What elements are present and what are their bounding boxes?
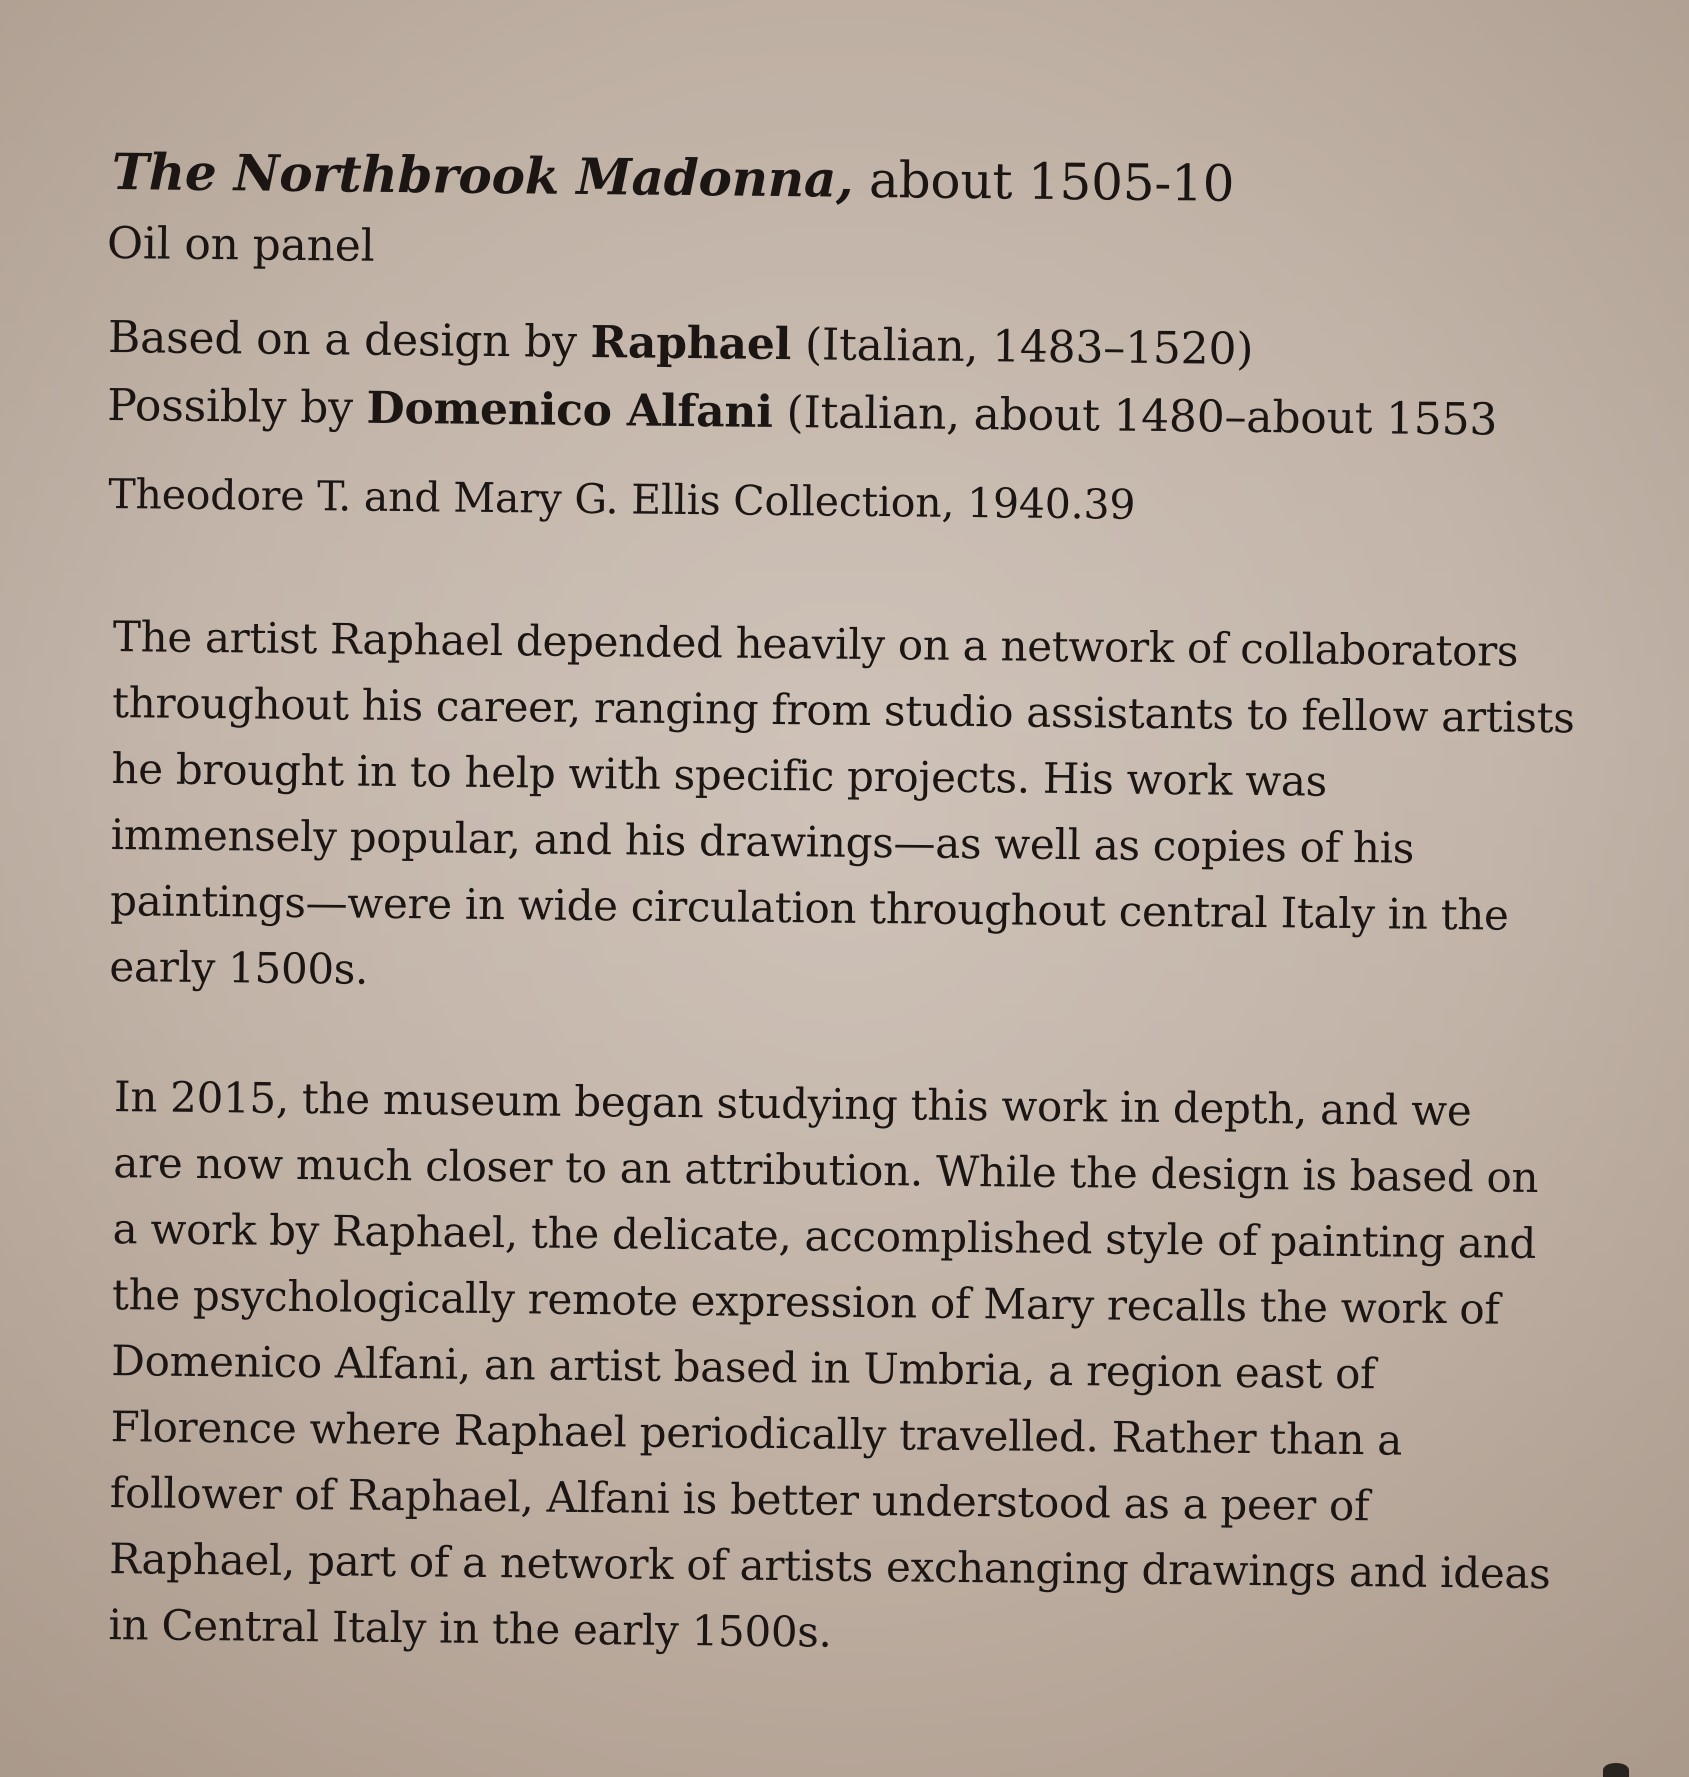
paragraph-line: throughout his career, ranging from studio assistants to fellow artists xyxy=(111,678,1575,743)
paragraph-line: follower of Raphael, Alfani is better understood as a peer of xyxy=(109,1468,1370,1531)
paragraph-line: in Central Italy in the early 1500s. xyxy=(108,1600,832,1657)
design-attribution-line xyxy=(108,312,1254,375)
possible-attribution-line xyxy=(107,380,1497,446)
credit-line: Theodore T. and Mary G. Ellis Collection, 1940.39 xyxy=(108,470,1136,529)
paragraph-line: The artist Raphael depended heavily on a network of collaborators xyxy=(112,612,1519,676)
paragraph-line: early 1500s. xyxy=(109,942,369,994)
design-prefix: Based on a design by xyxy=(107,311,591,369)
artwork-title: The Northbrook Madonna, xyxy=(111,142,854,209)
wall-fixture-shape xyxy=(1603,1763,1629,1777)
paragraph-line: paintings—were in wide circulation throughout central Italy in the xyxy=(109,876,1509,940)
artwork-date: about 1505-10 xyxy=(853,150,1235,213)
paragraph-line: a work by Raphael, the delicate, accomplished style of painting and xyxy=(112,1204,1537,1268)
paragraph-line: Florence where Raphael periodically travelled. Rather than a xyxy=(110,1402,1403,1465)
paragraph-line: In 2015, the museum began studying this work in depth, and we xyxy=(113,1072,1472,1136)
attributed-artist-info: (Italian, about 1480–about 1553 xyxy=(772,386,1498,446)
paragraph-line: Raphael, part of a network of artists exchanging drawings and ideas xyxy=(108,1534,1551,1599)
attributed-artist-name: Domenico Alfani xyxy=(366,382,774,438)
artwork-medium: Oil on panel xyxy=(106,217,375,272)
paragraph-line: the psychologically remote expression of Mary recalls the work of xyxy=(111,1270,1500,1334)
design-artist-name: Raphael xyxy=(590,317,792,371)
paragraph-line: are now much closer to an attribution. While the design is based on xyxy=(113,1138,1539,1203)
design-artist-info: (Italian, 1483–1520) xyxy=(790,319,1254,375)
attribution-prefix: Possibly by xyxy=(107,379,367,434)
paragraph-line: Domenico Alfani, an artist based in Umbria, a region east of xyxy=(111,1336,1376,1399)
paragraph-line: he brought in to help with specific projects. His work was xyxy=(111,744,1328,806)
artwork-title-line xyxy=(111,142,1234,213)
paragraph-line: immensely popular, and his drawings—as well as copies of his xyxy=(110,810,1415,873)
